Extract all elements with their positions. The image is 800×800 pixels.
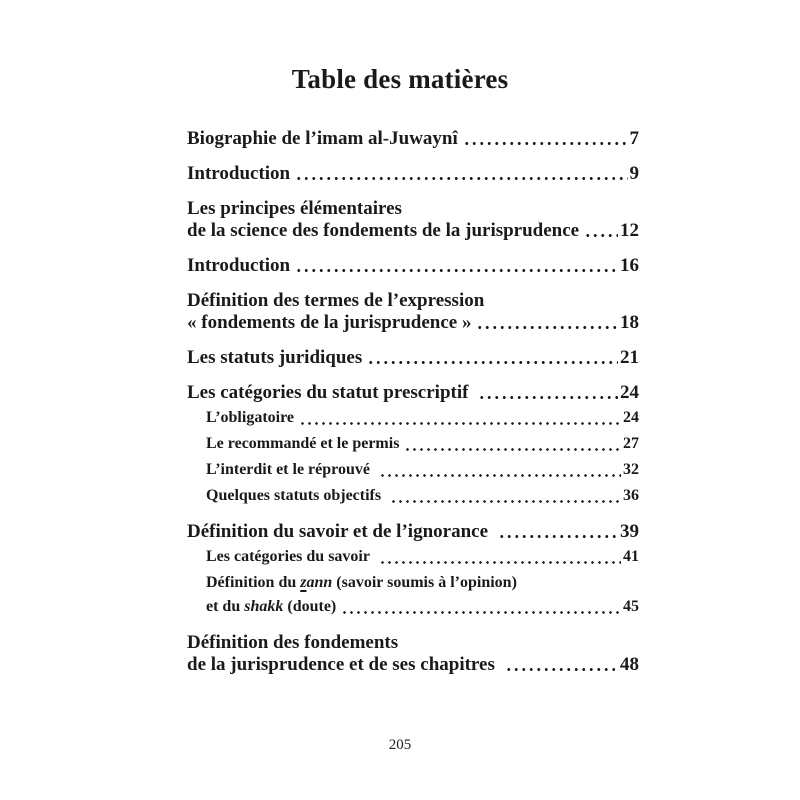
toc-text-segment: Définition des fondements (187, 632, 399, 653)
toc-text-segment: Introduction (187, 255, 291, 276)
toc-entry-line (206, 406, 639, 430)
toc-entry-line (187, 255, 639, 277)
toc-text-segment: shakk (244, 598, 284, 615)
toc-entry (187, 347, 639, 369)
toc-text-segment: Les catégories du savoir (206, 548, 374, 565)
toc-text-segment: Définition du savoir et de l’ignorance (187, 521, 493, 542)
dot-leader (390, 499, 621, 504)
toc-text-segment: Introduction (187, 163, 291, 184)
toc-entry-line (187, 128, 639, 150)
toc-entry (187, 432, 639, 456)
toc-entry-line (206, 432, 639, 456)
dot-leader (379, 560, 621, 565)
toc-entry (187, 163, 639, 185)
page-ref: 12 (620, 220, 639, 241)
page-ref: 41 (623, 548, 639, 565)
toc-entry-line (206, 571, 639, 595)
toc-entry-line (206, 458, 639, 482)
page-ref: 9 (629, 163, 639, 184)
toc-entry-line (187, 382, 639, 404)
toc-text-segment: Le recommandé et le permis (206, 435, 400, 452)
dot-leader (299, 421, 621, 426)
toc-text-segment: Les principes élémentaires (187, 198, 402, 219)
toc-text-segment: « fondements de la jurisprudence » (187, 312, 472, 333)
dot-leader (404, 447, 621, 452)
toc-entry-line (187, 654, 639, 676)
toc-text-segment: Biographie de l’imam al-Juwaynî (187, 128, 458, 149)
toc-entry (187, 255, 639, 277)
toc-text-segment: de la jurisprudence et de ses chapitres (187, 654, 500, 675)
dot-leader (295, 268, 618, 273)
page-ref: 24 (623, 409, 639, 426)
toc-entry-line (187, 198, 639, 220)
page-ref: 39 (620, 521, 639, 542)
toc-entry (187, 521, 639, 543)
toc-list (187, 128, 639, 676)
page-ref: 32 (623, 461, 639, 478)
toc-entry (187, 484, 639, 508)
dot-leader (379, 473, 621, 478)
toc-entry-line (206, 545, 639, 569)
toc-entry (187, 545, 639, 569)
toc-entry (187, 632, 639, 676)
toc-entry (187, 382, 639, 404)
page-ref: 7 (629, 128, 639, 149)
toc-entry-line (187, 521, 639, 543)
toc-entry-line (206, 484, 639, 508)
dot-leader (505, 667, 618, 672)
toc-entry (187, 458, 639, 482)
toc-entry (187, 406, 639, 430)
dot-leader (478, 395, 618, 400)
toc-entry (187, 290, 639, 334)
page-ref: 24 (620, 382, 639, 403)
toc-text-segment: Quelques statuts objectifs (206, 487, 386, 504)
dot-leader (463, 141, 628, 146)
toc-entry (187, 571, 639, 619)
page-ref: 16 (620, 255, 639, 276)
toc-text-segment: L’obligatoire (206, 409, 295, 426)
dot-leader (341, 610, 621, 615)
toc-entry-line (187, 220, 639, 242)
toc-entry-line (206, 595, 639, 619)
toc-entry (187, 128, 639, 150)
toc-text-segment: Les catégories du statut prescriptif (187, 382, 474, 403)
toc-text-segment: z (300, 574, 307, 591)
page-title: Table des matières (291, 64, 509, 94)
page-ref: 18 (620, 312, 639, 333)
toc-text-segment: Définition des termes de l’expression (187, 290, 485, 311)
page-ref: 27 (623, 435, 639, 452)
toc-text-segment: Les statuts juridiques (187, 347, 363, 368)
dot-leader (498, 534, 618, 539)
toc-text-segment: ann (306, 574, 333, 591)
toc-entry-line (187, 312, 639, 334)
folio-page-number: 205 (388, 737, 412, 753)
toc-entry-line (187, 290, 639, 312)
page-ref: 36 (623, 487, 639, 504)
dot-leader (476, 325, 618, 330)
toc-entry-line (187, 163, 639, 185)
dot-leader (295, 176, 627, 181)
toc-text-segment: et du (206, 598, 245, 615)
toc-text-segment: Définition du (206, 574, 301, 591)
toc-text-segment: (doute) (283, 598, 337, 615)
page-ref: 48 (620, 654, 639, 675)
toc-text-segment: (savoir soumis à l’opinion) (332, 574, 517, 591)
dot-leader (367, 360, 618, 365)
page-ref: 21 (620, 347, 639, 368)
toc-text-segment: L’interdit et le réprouvé (206, 461, 374, 478)
toc-entry (187, 198, 639, 242)
toc-text-segment: de la science des fondements de la jurisprudence (187, 220, 580, 241)
toc-entry-line (187, 632, 639, 654)
dot-leader (584, 233, 618, 238)
toc-entry-line (187, 347, 639, 369)
page-ref: 45 (623, 598, 639, 615)
